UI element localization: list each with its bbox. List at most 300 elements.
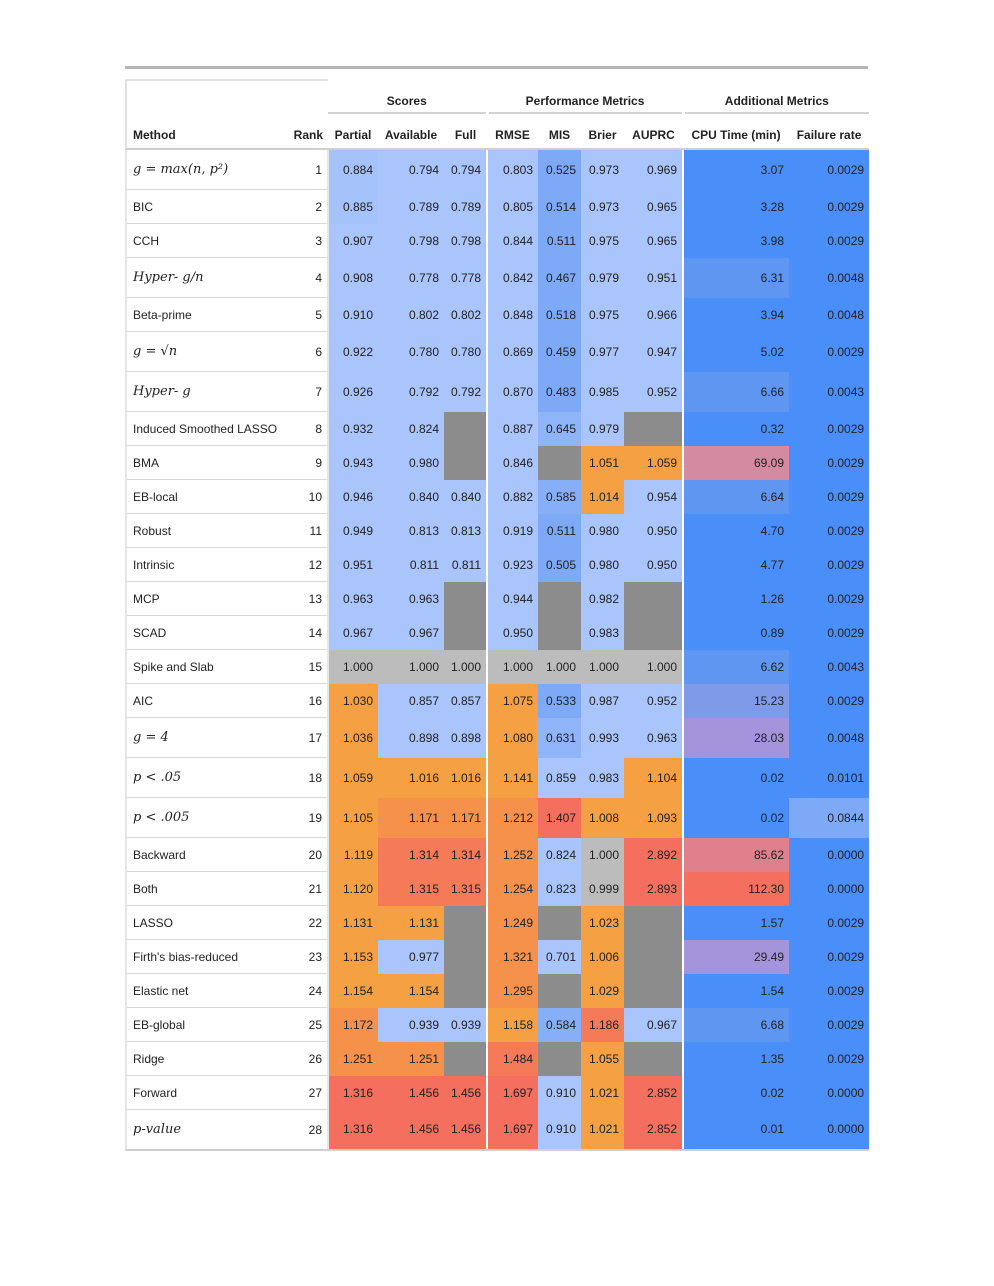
cell-mis: 0.533 <box>538 684 581 718</box>
cell-available: 0.898 <box>378 718 444 758</box>
cell-available: 0.857 <box>378 684 444 718</box>
cell-available: 1.251 <box>378 1042 444 1076</box>
cell-full: 0.811 <box>444 548 487 582</box>
cell-partial: 0.926 <box>328 372 378 412</box>
cell-failure-rate: 0.0029 <box>789 332 869 372</box>
cell-rank: 6 <box>285 332 328 372</box>
cell-mis: 0.631 <box>538 718 581 758</box>
cell-mis: 0.459 <box>538 332 581 372</box>
cell-rmse: 1.249 <box>487 906 538 940</box>
cell-brier: 1.021 <box>581 1076 624 1110</box>
cell-method: p-value <box>126 1110 285 1151</box>
cell-brier: 0.979 <box>581 412 624 446</box>
table-row <box>126 1076 869 1110</box>
cell-failure-rate: 0.0048 <box>789 298 869 332</box>
cell-auprc: 1.104 <box>624 758 683 798</box>
cell-available: 0.778 <box>378 258 444 298</box>
cell-partial: 1.172 <box>328 1008 378 1042</box>
cell-auprc: 1.000 <box>624 650 683 684</box>
cell-mis: 0.701 <box>538 940 581 974</box>
cell-auprc <box>624 974 683 1008</box>
cell-failure-rate: 0.0029 <box>789 514 869 548</box>
table-row <box>126 616 869 650</box>
cell-auprc: 0.967 <box>624 1008 683 1042</box>
cell-available: 1.314 <box>378 838 444 872</box>
cell-brier: 0.979 <box>581 258 624 298</box>
cell-brier: 0.987 <box>581 684 624 718</box>
cell-auprc: 0.966 <box>624 298 683 332</box>
cell-full: 0.813 <box>444 514 487 548</box>
cell-auprc <box>624 582 683 616</box>
cell-mis: 0.525 <box>538 149 581 190</box>
cell-full: 1.000 <box>444 650 487 684</box>
cell-failure-rate: 0.0048 <box>789 718 869 758</box>
cell-rank: 9 <box>285 446 328 480</box>
cell-available: 0.963 <box>378 582 444 616</box>
cell-auprc: 1.059 <box>624 446 683 480</box>
cell-rmse: 1.252 <box>487 838 538 872</box>
cell-auprc: 0.950 <box>624 548 683 582</box>
table-row <box>126 514 869 548</box>
cell-available: 0.824 <box>378 412 444 446</box>
group-scores: Scores <box>328 80 487 113</box>
cell-rmse: 1.080 <box>487 718 538 758</box>
cell-cpu-time: 6.64 <box>683 480 789 514</box>
cell-brier: 1.021 <box>581 1110 624 1151</box>
cell-brier: 0.975 <box>581 298 624 332</box>
cell-rmse: 1.254 <box>487 872 538 906</box>
cell-brier: 1.023 <box>581 906 624 940</box>
cell-method: g = √n <box>126 332 285 372</box>
cell-cpu-time: 112.30 <box>683 872 789 906</box>
cell-rank: 1 <box>285 149 328 190</box>
cell-method: Elastic net <box>126 974 285 1008</box>
cell-full: 0.857 <box>444 684 487 718</box>
cell-cpu-time: 3.28 <box>683 190 789 224</box>
cell-rank: 18 <box>285 758 328 798</box>
cell-rank: 8 <box>285 412 328 446</box>
cell-cpu-time: 6.62 <box>683 650 789 684</box>
cell-failure-rate: 0.0029 <box>789 548 869 582</box>
cell-cpu-time: 6.66 <box>683 372 789 412</box>
cell-partial: 0.963 <box>328 582 378 616</box>
cell-available: 0.813 <box>378 514 444 548</box>
cell-cpu-time: 4.70 <box>683 514 789 548</box>
cell-failure-rate: 0.0029 <box>789 480 869 514</box>
table-row <box>126 332 869 372</box>
cell-method: p < .05 <box>126 758 285 798</box>
cell-method: Intrinsic <box>126 548 285 582</box>
group-additional-metrics: Additional Metrics <box>683 80 869 113</box>
cell-rank: 17 <box>285 718 328 758</box>
cell-rank: 22 <box>285 906 328 940</box>
cell-partial: 0.932 <box>328 412 378 446</box>
cell-method: Hyper- g <box>126 372 285 412</box>
cell-mis: 0.645 <box>538 412 581 446</box>
cell-rank: 12 <box>285 548 328 582</box>
cell-cpu-time: 3.98 <box>683 224 789 258</box>
cell-rank: 5 <box>285 298 328 332</box>
cell-mis <box>538 582 581 616</box>
cell-full <box>444 974 487 1008</box>
cell-failure-rate: 0.0029 <box>789 684 869 718</box>
cell-brier: 0.973 <box>581 149 624 190</box>
cell-available: 1.456 <box>378 1110 444 1151</box>
cell-method: Firth's bias-reduced <box>126 940 285 974</box>
cell-rmse: 0.848 <box>487 298 538 332</box>
table-row <box>126 1110 869 1151</box>
results-table-container <box>125 66 868 1151</box>
cell-partial: 0.910 <box>328 298 378 332</box>
column-partial: Partial <box>328 113 378 149</box>
cell-cpu-time: 0.32 <box>683 412 789 446</box>
cell-cpu-time: 3.94 <box>683 298 789 332</box>
cell-rmse: 1.141 <box>487 758 538 798</box>
cell-cpu-time: 3.07 <box>683 149 789 190</box>
cell-method: MCP <box>126 582 285 616</box>
cell-full: 0.780 <box>444 332 487 372</box>
table-body <box>126 149 869 1150</box>
cell-brier: 1.055 <box>581 1042 624 1076</box>
table-row <box>126 684 869 718</box>
cell-failure-rate: 0.0029 <box>789 1042 869 1076</box>
column-rank: Rank <box>285 113 328 149</box>
cell-rmse: 1.484 <box>487 1042 538 1076</box>
cell-available: 0.802 <box>378 298 444 332</box>
table-row <box>126 838 869 872</box>
cell-available: 0.789 <box>378 190 444 224</box>
cell-rmse: 0.919 <box>487 514 538 548</box>
column-available: Available <box>378 113 444 149</box>
cell-auprc: 1.093 <box>624 798 683 838</box>
cell-rank: 19 <box>285 798 328 838</box>
table-row <box>126 224 869 258</box>
cell-failure-rate: 0.0029 <box>789 906 869 940</box>
cell-failure-rate: 0.0029 <box>789 616 869 650</box>
cell-full: 1.314 <box>444 838 487 872</box>
cell-full: 0.794 <box>444 149 487 190</box>
cell-failure-rate: 0.0000 <box>789 872 869 906</box>
cell-available: 0.939 <box>378 1008 444 1042</box>
cell-cpu-time: 0.02 <box>683 798 789 838</box>
cell-rmse: 0.844 <box>487 224 538 258</box>
cell-brier: 1.029 <box>581 974 624 1008</box>
cell-method: EB-global <box>126 1008 285 1042</box>
cell-failure-rate: 0.0844 <box>789 798 869 838</box>
cell-mis <box>538 906 581 940</box>
cell-mis <box>538 1042 581 1076</box>
cell-rmse: 1.697 <box>487 1110 538 1151</box>
cell-available: 0.977 <box>378 940 444 974</box>
cell-method: Forward <box>126 1076 285 1110</box>
cell-partial: 1.059 <box>328 758 378 798</box>
table-row <box>126 718 869 758</box>
cell-method: g = 4 <box>126 718 285 758</box>
cell-available: 0.840 <box>378 480 444 514</box>
cell-brier: 0.980 <box>581 548 624 582</box>
cell-failure-rate: 0.0029 <box>789 446 869 480</box>
cell-brier: 0.980 <box>581 514 624 548</box>
cell-method: Spike and Slab <box>126 650 285 684</box>
cell-method: BMA <box>126 446 285 480</box>
cell-available: 0.792 <box>378 372 444 412</box>
cell-rmse: 1.158 <box>487 1008 538 1042</box>
cell-failure-rate: 0.0029 <box>789 1008 869 1042</box>
cell-method: p < .005 <box>126 798 285 838</box>
cell-partial: 0.922 <box>328 332 378 372</box>
cell-partial: 0.884 <box>328 149 378 190</box>
column-rmse: RMSE <box>487 113 538 149</box>
cell-auprc <box>624 940 683 974</box>
cell-rmse: 0.805 <box>487 190 538 224</box>
cell-failure-rate: 0.0029 <box>789 940 869 974</box>
cell-auprc: 0.965 <box>624 190 683 224</box>
cell-method: Hyper- g/n <box>126 258 285 298</box>
cell-mis: 0.824 <box>538 838 581 872</box>
rank-header-top <box>285 80 328 113</box>
cell-rmse: 0.882 <box>487 480 538 514</box>
cell-full <box>444 446 487 480</box>
cell-method: Backward <box>126 838 285 872</box>
cell-auprc <box>624 1042 683 1076</box>
cell-available: 0.967 <box>378 616 444 650</box>
cell-rmse: 0.842 <box>487 258 538 298</box>
cell-auprc: 0.952 <box>624 684 683 718</box>
cell-partial: 1.131 <box>328 906 378 940</box>
cell-rank: 25 <box>285 1008 328 1042</box>
cell-auprc: 0.951 <box>624 258 683 298</box>
cell-auprc: 2.852 <box>624 1110 683 1151</box>
cell-full: 1.016 <box>444 758 487 798</box>
cell-available: 0.980 <box>378 446 444 480</box>
cell-cpu-time: 5.02 <box>683 332 789 372</box>
cell-mis: 0.585 <box>538 480 581 514</box>
cell-full: 1.315 <box>444 872 487 906</box>
cell-rank: 2 <box>285 190 328 224</box>
cell-available: 0.811 <box>378 548 444 582</box>
cell-partial: 1.154 <box>328 974 378 1008</box>
column-full: Full <box>444 113 487 149</box>
cell-available: 1.154 <box>378 974 444 1008</box>
cell-brier: 1.008 <box>581 798 624 838</box>
cell-brier: 0.982 <box>581 582 624 616</box>
cell-rmse: 1.075 <box>487 684 538 718</box>
cell-full: 0.802 <box>444 298 487 332</box>
cell-brier: 0.999 <box>581 872 624 906</box>
cell-full: 0.798 <box>444 224 487 258</box>
cell-cpu-time: 1.54 <box>683 974 789 1008</box>
cell-cpu-time: 85.62 <box>683 838 789 872</box>
cell-partial: 0.951 <box>328 548 378 582</box>
cell-failure-rate: 0.0043 <box>789 372 869 412</box>
cell-auprc: 0.969 <box>624 149 683 190</box>
cell-auprc: 0.954 <box>624 480 683 514</box>
cell-full <box>444 906 487 940</box>
top-rule <box>125 66 868 69</box>
cell-partial: 1.120 <box>328 872 378 906</box>
cell-cpu-time: 6.31 <box>683 258 789 298</box>
cell-brier: 0.985 <box>581 372 624 412</box>
cell-full <box>444 412 487 446</box>
cell-mis: 1.000 <box>538 650 581 684</box>
cell-full: 1.171 <box>444 798 487 838</box>
cell-rank: 3 <box>285 224 328 258</box>
cell-auprc <box>624 906 683 940</box>
cell-cpu-time: 1.26 <box>683 582 789 616</box>
table-row <box>126 940 869 974</box>
cell-full: 0.898 <box>444 718 487 758</box>
cell-rmse: 1.212 <box>487 798 538 838</box>
cell-brier: 0.993 <box>581 718 624 758</box>
cell-cpu-time: 0.89 <box>683 616 789 650</box>
cell-failure-rate: 0.0029 <box>789 149 869 190</box>
cell-full: 0.939 <box>444 1008 487 1042</box>
method-header-top <box>126 80 285 113</box>
cell-mis: 0.859 <box>538 758 581 798</box>
cell-rank: 13 <box>285 582 328 616</box>
table-row <box>126 372 869 412</box>
cell-brier: 0.975 <box>581 224 624 258</box>
cell-cpu-time: 4.77 <box>683 548 789 582</box>
cell-rmse: 0.870 <box>487 372 538 412</box>
cell-available: 1.000 <box>378 650 444 684</box>
cell-full: 1.456 <box>444 1110 487 1151</box>
cell-available: 0.798 <box>378 224 444 258</box>
cell-available: 1.171 <box>378 798 444 838</box>
cell-failure-rate: 0.0101 <box>789 758 869 798</box>
cell-rank: 14 <box>285 616 328 650</box>
cell-auprc: 0.950 <box>624 514 683 548</box>
cell-mis: 0.910 <box>538 1110 581 1151</box>
cell-brier: 1.000 <box>581 650 624 684</box>
cell-cpu-time: 69.09 <box>683 446 789 480</box>
cell-rank: 28 <box>285 1110 328 1151</box>
cell-method: g = max(n, p²) <box>126 149 285 190</box>
table-row <box>126 190 869 224</box>
cell-rmse: 0.923 <box>487 548 538 582</box>
cell-failure-rate: 0.0000 <box>789 838 869 872</box>
cell-rank: 21 <box>285 872 328 906</box>
cell-partial: 1.036 <box>328 718 378 758</box>
cell-failure-rate: 0.0000 <box>789 1076 869 1110</box>
cell-auprc: 2.892 <box>624 838 683 872</box>
cell-rank: 4 <box>285 258 328 298</box>
table-row <box>126 298 869 332</box>
results-table <box>125 79 869 1151</box>
cell-available: 0.780 <box>378 332 444 372</box>
cell-partial: 0.885 <box>328 190 378 224</box>
cell-failure-rate: 0.0029 <box>789 224 869 258</box>
cell-full <box>444 582 487 616</box>
column-method: Method <box>126 113 285 149</box>
table-row <box>126 974 869 1008</box>
cell-partial: 1.316 <box>328 1110 378 1151</box>
cell-full <box>444 1042 487 1076</box>
cell-mis: 0.467 <box>538 258 581 298</box>
cell-partial: 1.119 <box>328 838 378 872</box>
cell-method: CCH <box>126 224 285 258</box>
cell-brier: 1.006 <box>581 940 624 974</box>
table-row <box>126 1008 869 1042</box>
cell-method: Induced Smoothed LASSO <box>126 412 285 446</box>
table-row <box>126 258 869 298</box>
cell-auprc: 2.893 <box>624 872 683 906</box>
cell-full <box>444 940 487 974</box>
cell-method: EB-local <box>126 480 285 514</box>
cell-mis <box>538 616 581 650</box>
cell-auprc <box>624 616 683 650</box>
group-performance-metrics: Performance Metrics <box>487 80 683 113</box>
cell-brier: 1.000 <box>581 838 624 872</box>
column-cpu-time: CPU Time (min) <box>683 113 789 149</box>
cell-rank: 26 <box>285 1042 328 1076</box>
cell-mis: 0.511 <box>538 224 581 258</box>
cell-brier: 1.186 <box>581 1008 624 1042</box>
cell-rmse: 0.869 <box>487 332 538 372</box>
cell-method: Both <box>126 872 285 906</box>
cell-failure-rate: 0.0043 <box>789 650 869 684</box>
cell-full: 0.789 <box>444 190 487 224</box>
cell-cpu-time: 1.57 <box>683 906 789 940</box>
cell-cpu-time: 1.35 <box>683 1042 789 1076</box>
cell-mis: 0.823 <box>538 872 581 906</box>
table-row <box>126 480 869 514</box>
cell-available: 1.315 <box>378 872 444 906</box>
cell-brier: 0.983 <box>581 616 624 650</box>
table-row <box>126 906 869 940</box>
column-mis: MIS <box>538 113 581 149</box>
cell-full: 0.778 <box>444 258 487 298</box>
cell-method: Robust <box>126 514 285 548</box>
cell-partial: 0.946 <box>328 480 378 514</box>
cell-auprc <box>624 412 683 446</box>
column-brier: Brier <box>581 113 624 149</box>
cell-rank: 23 <box>285 940 328 974</box>
cell-failure-rate: 0.0048 <box>789 258 869 298</box>
cell-mis: 0.514 <box>538 190 581 224</box>
cell-failure-rate: 0.0029 <box>789 190 869 224</box>
cell-mis: 0.518 <box>538 298 581 332</box>
cell-mis: 0.910 <box>538 1076 581 1110</box>
cell-mis: 0.483 <box>538 372 581 412</box>
cell-rmse: 0.803 <box>487 149 538 190</box>
cell-rank: 20 <box>285 838 328 872</box>
cell-full <box>444 616 487 650</box>
column-failure-rate: Failure rate <box>789 113 869 149</box>
cell-rank: 27 <box>285 1076 328 1110</box>
cell-auprc: 0.947 <box>624 332 683 372</box>
cell-cpu-time: 29.49 <box>683 940 789 974</box>
cell-rank: 7 <box>285 372 328 412</box>
cell-brier: 0.973 <box>581 190 624 224</box>
table-row <box>126 446 869 480</box>
cell-rank: 10 <box>285 480 328 514</box>
cell-partial: 0.907 <box>328 224 378 258</box>
cell-cpu-time: 28.03 <box>683 718 789 758</box>
cell-partial: 0.908 <box>328 258 378 298</box>
cell-partial: 0.943 <box>328 446 378 480</box>
cell-partial: 0.967 <box>328 616 378 650</box>
cell-auprc: 0.965 <box>624 224 683 258</box>
cell-cpu-time: 0.02 <box>683 758 789 798</box>
cell-method: AIC <box>126 684 285 718</box>
cell-cpu-time: 15.23 <box>683 684 789 718</box>
cell-brier: 0.983 <box>581 758 624 798</box>
cell-rank: 24 <box>285 974 328 1008</box>
cell-partial: 1.000 <box>328 650 378 684</box>
cell-method: LASSO <box>126 906 285 940</box>
cell-rank: 11 <box>285 514 328 548</box>
